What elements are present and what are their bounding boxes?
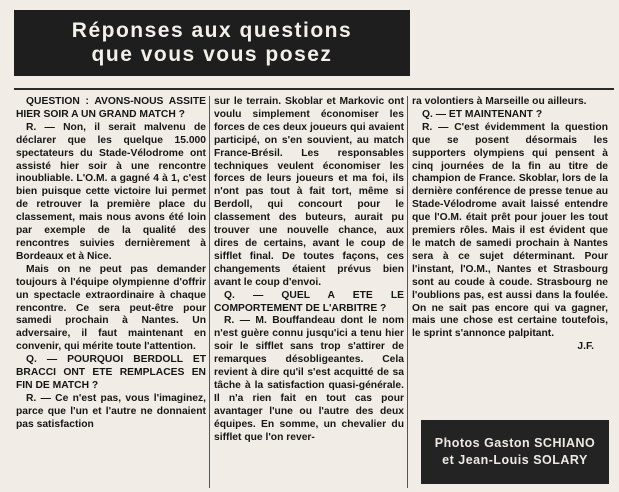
photo-credit-box	[421, 420, 609, 484]
answer-2-continued: sur le terrain. Skoblar et Markovic ont voulu simplement économiser les forces de ces deux joueurs qui avaient participé, on s'en souvient, au match France-Brésil. Les responsables techniques veulent économiser les forces de leurs joueurs et ma foi, ils n'ont pas tout à fait tort, même si Berdoll, qui concourt pour le classement des buteurs, aurait pu trouver une nouvelle chance, aux dires de certains, avant le coup de sifflet final. De toutes façons, ces changements étaient prévus bien avant le coup d'envoi.	[214, 96, 404, 288]
answer-1: R. — Non, il serait malvenu de déclarer que les quelque 15.000 spectateurs du Stade-Vélodrome ont assisté hier soir à une rencontre inoubliable. L'O.M. a gagné 4 à 1, c'est bien puisque cette victoire lui permet de retrouver la première place du classement, mais nous avons été loin par exemple de la qualité des rencontres suivies dernièrement à Bordeaux et à Nice.	[16, 121, 206, 262]
question-2: Q. — POURQUOI BERDOLL ET BRACCI ONT ETE REMPLACES EN FIN DE MATCH ?	[16, 354, 206, 391]
answer-3-continued: ra volontiers à Marseille ou ailleurs.	[412, 96, 587, 107]
photo-credit-line-2: et Jean-Louis SOLARY	[442, 453, 588, 467]
question-1: QUESTION : AVONS-NOUS ASSITE HIER SOIR A UN GRAND MATCH ?	[16, 96, 206, 120]
article-column-3	[412, 96, 608, 412]
photo-credit-line-1: Photos Gaston SCHIANO	[434, 436, 596, 450]
question-4: Q. — ET MAINTENANT ?	[422, 108, 543, 120]
headline-line-2: que vous vous posez	[91, 43, 333, 66]
article-column-1	[16, 96, 206, 488]
author-signature: J.F.	[577, 341, 594, 353]
column-divider-1	[209, 96, 210, 488]
top-rule	[14, 88, 614, 90]
answer-1-continued: Mais on ne peut pas demander toujours à l'équipe olympienne d'offrir un spectacle extraordinaire à chaque rencontre. Ce sera peut-être pour samedi prochain à Nantes. Un adversaire, il faut maintenant en convenir, qui mérite toute l'attention.	[16, 263, 206, 353]
question-3: Q. — QUEL A ETE LE COMPORTEMENT DE L'ARBITRE ?	[214, 289, 404, 314]
headline-line-1: Réponses aux questions	[71, 19, 353, 42]
column-divider-2	[407, 96, 408, 488]
answer-4: R. — C'est évidemment la question que se posent désormais les supporters olympiens qui pensent à cinq journées de la fin au titre de champion de France. Skoblar, lors de la dernière conférence de presse tenue au Stade-Vélodrome avait laissé entendre que l'O.M. était prêt pour jouer les tout premiers rôles. Mais il est évident que le match de samedi prochain à Nantes sera à ce sujet déterminant. Pour l'instant, l'O.M., Nantes et Strasbourg sont au coude à coude. Strasbourg ne l'oublions pas, est aussi dans la foulée. On ne sait pas encore qui va gagner, mais une chose est certaine toutefois, le sprint s'annonce palpitant.	[412, 121, 608, 340]
answer-3: R. — M. Bouffandeau dont le nom n'est guère connu jusqu'ici a tenu hier soir le sifflet sans trop s'attirer de remarques désobligeantes. Cela revient à dire qu'il s'est acquitté de sa tâche à la satisfaction quasi-générale. Il n'a rien fait en tout cas pour avantager l'une ou l'autre des deux équipes. En somme, un chevalier du sifflet que l'on rever-	[214, 315, 404, 443]
article-column-2	[214, 96, 404, 488]
headline-banner	[14, 10, 410, 76]
answer-2: R. — Ce n'est pas, vous l'imaginez, parce que l'un et l'autre ne donnaient pas satisfaction	[16, 392, 206, 430]
